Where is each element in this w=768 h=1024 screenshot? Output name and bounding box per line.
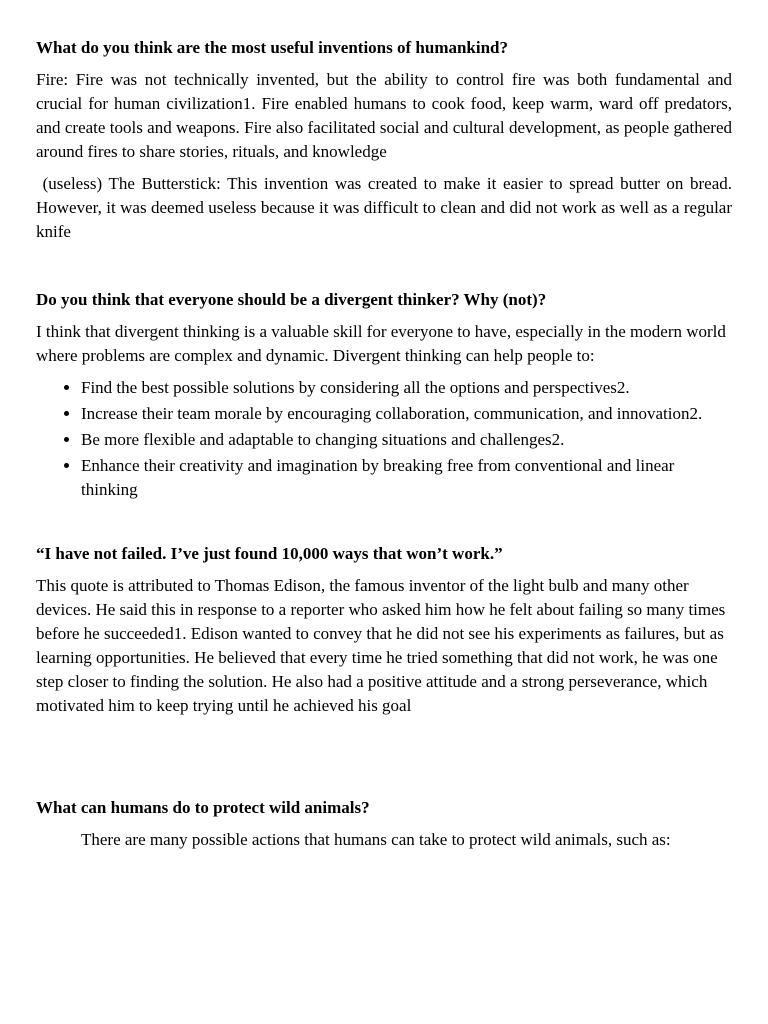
- paragraph-divergent-intro: I think that divergent thinking is a valuable skill for everyone to have, especially in the modern world where problems are complex and dynamic. Divergent thinking can help people to:: [36, 322, 726, 365]
- document-page: [36, 36, 737, 860]
- paragraph-protect-animals: There are many possible actions that humans can take to protect wild animals, such as:: [81, 830, 671, 849]
- section-heading: “I have not failed. I’ve just found 10,000 ways that won’t work.”: [36, 544, 503, 563]
- section-edison-quote: [36, 542, 732, 718]
- section-divergent-thinker: [36, 288, 732, 502]
- section-useful-inventions: [36, 36, 737, 244]
- list-item: • Find the best possible solutions by considering all the options and perspectives2.: [81, 376, 732, 400]
- list-item: • Increase their team morale by encouraging collaboration, communication, and innovation2.: [81, 402, 732, 426]
- bullet-list: [36, 376, 732, 502]
- list-item: • Enhance their creativity and imagination by breaking free from conventional and linear thinking: [81, 454, 732, 502]
- paragraph-edison: This quote is attributed to Thomas Edison, the famous inventor of the light bulb and many other devices. He said this in response to a reporter who asked him how he felt about failing so many times before he succeeded1. Edison wanted to convey that he did not see his experiments as failures, but as learning opportunities. He believed that every time he tried something that did not work, he was one step closer to finding the solution. He also had a positive attitude and a strong perseverance, which motivated him to keep trying until he achieved his goal: [36, 576, 726, 715]
- list-item: • Be more flexible and adaptable to changing situations and challenges2.: [81, 428, 732, 452]
- section-heading: What do you think are the most useful inventions of humankind?: [36, 38, 509, 57]
- paragraph-butterstick: (useless) The Butterstick: This invention was created to make it easier to spread butter on bread. However, it was deemed useless because it was difficult to clean and did not work as well as a regular knife: [36, 174, 737, 241]
- section-heading: Do you think that everyone should be a divergent thinker? Why (not)?: [36, 290, 547, 309]
- section-heading: What can humans do to protect wild animals?: [36, 798, 370, 817]
- paragraph-fire: Fire: Fire was not technically invented, but the ability to control fire was both fundamental and crucial for human civilization1. Fire enabled humans to cook food, keep warm, ward off predators, and create tools and weapons. Fire also facilitated social and cultural development, as people gathered around fires to share stories, rituals, and knowledge: [36, 70, 732, 161]
- section-protect-wild-animals: [36, 796, 732, 852]
